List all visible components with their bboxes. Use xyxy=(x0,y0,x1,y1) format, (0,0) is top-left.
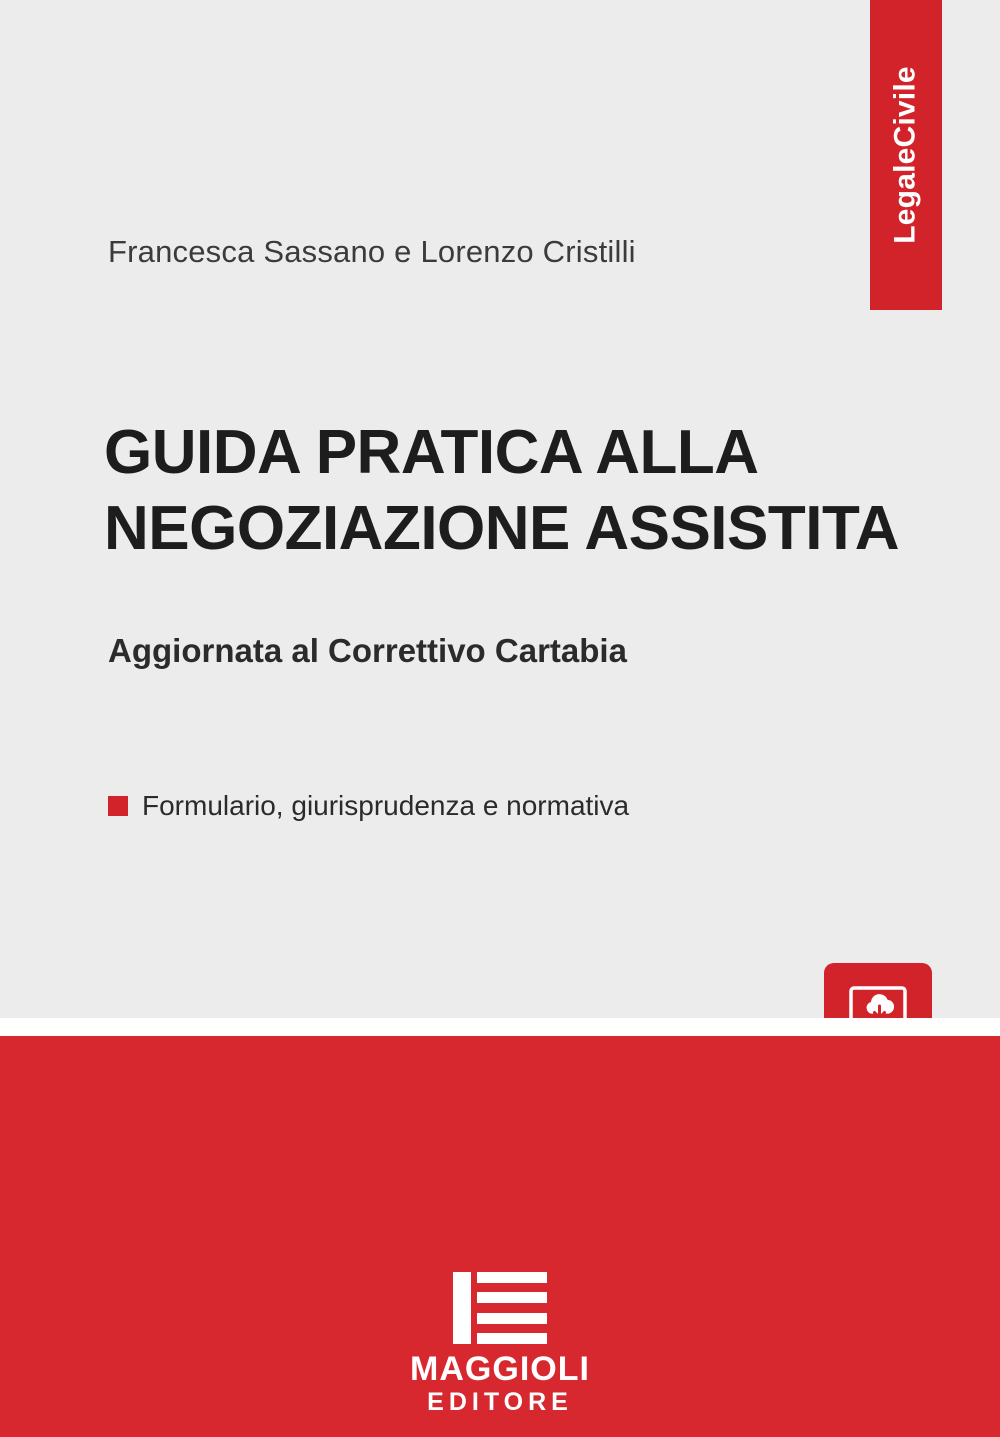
authors: Francesca Sassano e Lorenzo Cristilli xyxy=(108,234,636,269)
feature-bullet-label: Formulario, giurisprudenza e normativa xyxy=(142,790,630,821)
publisher-logo xyxy=(0,1272,1000,1417)
maggioli-mark-icon xyxy=(453,1272,547,1344)
feature-bullet xyxy=(108,790,629,822)
series-tab xyxy=(870,0,942,310)
publisher-subtitle: EDITORE xyxy=(427,1388,573,1417)
publisher-name: MAGGIOLI xyxy=(410,1350,590,1388)
divider-band xyxy=(0,1018,1000,1036)
page-title xyxy=(104,415,914,566)
subtitle: Aggiornata al Correttivo Cartabia xyxy=(108,632,627,669)
title-line-1: GUIDA PRATICA ALLA xyxy=(104,418,759,487)
title-line-2: NEGOZIAZIONE ASSISTITA xyxy=(104,493,900,563)
series-label: LegaleCivile xyxy=(889,66,923,244)
square-bullet-icon xyxy=(108,796,128,816)
